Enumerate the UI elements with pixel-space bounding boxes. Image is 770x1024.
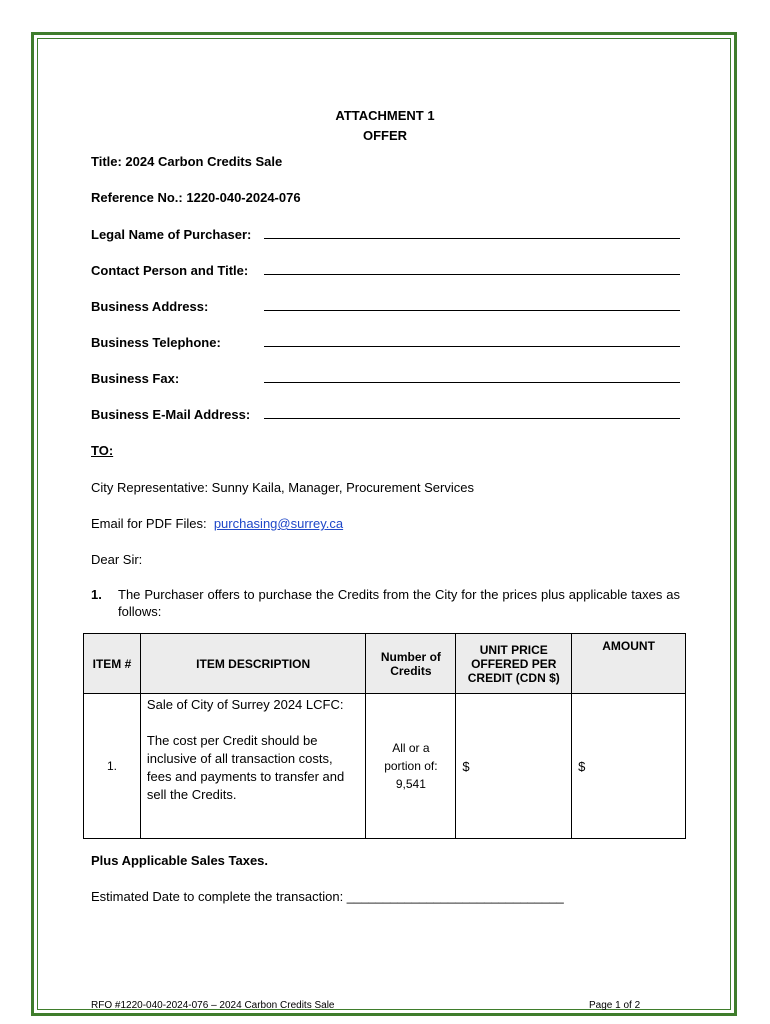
email-files-label: Email for PDF Files: xyxy=(91,516,207,531)
footer-reference: RFO #1220-040-2024-076 – 2024 Carbon Credits Sale xyxy=(91,1000,335,1011)
title-field: Title: 2024 Carbon Credits Sale xyxy=(91,154,283,169)
telephone-label: Business Telephone: xyxy=(91,335,221,350)
header-amount: AMOUNT xyxy=(572,634,686,694)
footer-page-number: Page 1 of 2 xyxy=(589,1000,641,1011)
credits-line-1: All or a xyxy=(392,741,430,755)
email-link[interactable]: purchasing@surrey.ca xyxy=(213,516,344,531)
address-label: Business Address: xyxy=(91,299,209,314)
salutation: Dear Sir: xyxy=(91,552,143,567)
address-input-line[interactable] xyxy=(264,310,680,311)
city-representative: City Representative: Sunny Kaila, Manager, Procurement Services xyxy=(91,480,474,495)
item-description-cell xyxy=(140,694,366,839)
description-body: The cost per Credit should be inclusive of all transaction costs, fees and payments to transfer and sell the Credits. xyxy=(146,733,345,802)
contact-label: Contact Person and Title: xyxy=(91,263,249,278)
legal-name-label: Legal Name of Purchaser: xyxy=(91,227,252,242)
estimated-date: Estimated Date to complete the transaction: ______________________________ xyxy=(91,889,564,904)
attachment-heading: ATTACHMENT 1 xyxy=(335,108,435,123)
header-item: ITEM # xyxy=(84,634,141,694)
offer-table xyxy=(83,633,686,839)
telephone-input-line[interactable] xyxy=(264,346,680,347)
paragraph-text: The Purchaser offers to purchase the Credits from the City for the prices plus applicable taxes as follows: xyxy=(118,587,680,619)
reference-field: Reference No.: 1220-040-2024-076 xyxy=(91,190,301,205)
amount-cell[interactable]: $ xyxy=(572,694,686,839)
description-title: Sale of City of Surrey 2024 LCFC: xyxy=(146,697,344,712)
fax-label: Business Fax: xyxy=(91,371,180,386)
to-heading: TO: xyxy=(91,443,114,458)
email-line xyxy=(91,516,343,531)
credits-line-3: 9,541 xyxy=(395,777,426,791)
fax-input-line[interactable] xyxy=(264,382,680,383)
number-of-credits-cell xyxy=(366,694,456,839)
header-number: Number of Credits xyxy=(366,634,456,694)
paragraph-number: 1. xyxy=(91,587,102,602)
table-header-row xyxy=(84,634,686,694)
unit-price-cell[interactable]: $ xyxy=(456,694,572,839)
table-row xyxy=(84,694,686,839)
header-unit-price: UNIT PRICE OFFERED PER CREDIT (CDN $) xyxy=(456,634,572,694)
contact-input-line[interactable] xyxy=(264,274,680,275)
item-number-cell: 1. xyxy=(84,694,141,839)
taxes-note: Plus Applicable Sales Taxes. xyxy=(91,853,269,868)
offer-heading: OFFER xyxy=(362,128,408,143)
email-input-line[interactable] xyxy=(264,418,680,419)
legal-name-input-line[interactable] xyxy=(264,238,680,239)
header-description: ITEM DESCRIPTION xyxy=(140,634,366,694)
email-label: Business E-Mail Address: xyxy=(91,407,251,422)
credits-line-2: portion of: xyxy=(384,759,438,773)
